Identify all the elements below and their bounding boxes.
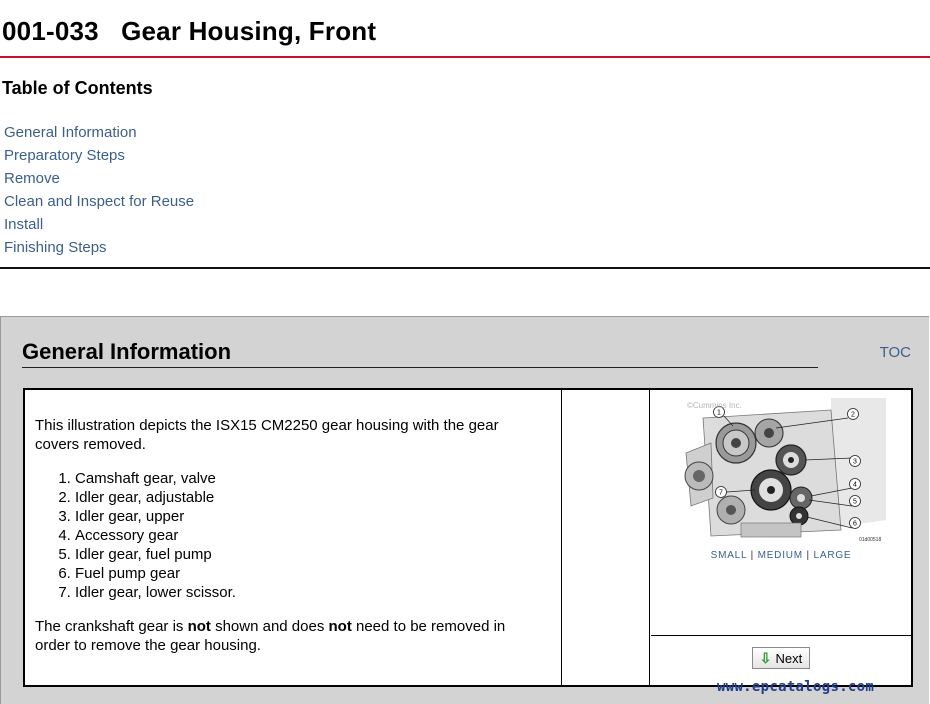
figure-code: 01d00518 bbox=[859, 537, 882, 543]
toc-heading: Table of Contents bbox=[2, 78, 153, 98]
list-item: 5. Idler gear, fuel pump bbox=[75, 545, 535, 564]
toc-item bbox=[4, 190, 194, 213]
toc-item bbox=[4, 236, 194, 259]
description-cell bbox=[35, 416, 535, 655]
callout-label: 7 bbox=[719, 489, 723, 497]
toc-link-clean-inspect[interactable]: Clean and Inspect for Reuse bbox=[4, 193, 195, 210]
next-button[interactable] bbox=[752, 647, 810, 669]
toc-list bbox=[4, 121, 194, 259]
title-divider bbox=[0, 56, 930, 58]
toc-link-preparatory-steps[interactable]: Preparatory Steps bbox=[4, 147, 125, 164]
figure-copyright: ©Cummins Inc. bbox=[687, 401, 742, 410]
section-title: General Information bbox=[22, 339, 232, 364]
gear-housing-illustration[interactable] bbox=[681, 398, 891, 544]
note-part: The crankshaft gear is bbox=[35, 618, 188, 635]
list-item: 2. Idler gear, adjustable bbox=[75, 488, 535, 507]
callout-label: 2 bbox=[851, 411, 855, 419]
content-table bbox=[23, 388, 913, 687]
down-arrow-icon: ⇩ bbox=[759, 650, 772, 666]
page-title: 001-033 Gear Housing, Front bbox=[2, 16, 377, 46]
size-small-link[interactable]: SMALL bbox=[710, 550, 748, 561]
list-item: 4. Accessory gear bbox=[75, 526, 535, 545]
separator: | bbox=[802, 550, 814, 561]
watermark: www.epcatalogs.com bbox=[717, 679, 875, 695]
callout-label: 4 bbox=[853, 481, 857, 489]
gear-list bbox=[35, 469, 535, 602]
toc-link-install[interactable]: Install bbox=[4, 216, 44, 233]
toc-divider bbox=[0, 267, 930, 269]
toc-item bbox=[4, 213, 194, 236]
list-item: 6. Fuel pump gear bbox=[75, 564, 535, 583]
size-large-link[interactable]: LARGE bbox=[813, 550, 852, 561]
toc-link-remove[interactable]: Remove bbox=[4, 170, 60, 187]
list-item: 1. Camshaft gear, valve bbox=[75, 469, 535, 488]
next-button-label: Next bbox=[775, 650, 803, 666]
toc-link-finishing-steps[interactable]: Finishing Steps bbox=[4, 239, 107, 256]
list-item: 7. Idler gear, lower scissor. bbox=[75, 583, 535, 602]
toc-item bbox=[4, 144, 194, 167]
figure-cell-divider bbox=[651, 635, 911, 636]
toc-back-link[interactable]: TOC bbox=[879, 344, 911, 361]
image-size-links bbox=[651, 550, 911, 561]
callout-label: 5 bbox=[853, 498, 857, 506]
separator: | bbox=[747, 550, 758, 561]
note-part: shown and does bbox=[210, 618, 329, 635]
toc-item bbox=[4, 167, 194, 190]
column-divider bbox=[561, 390, 562, 685]
note-emphasis: not bbox=[328, 618, 352, 635]
toc-link-general-information[interactable]: General Information bbox=[4, 124, 137, 141]
list-item: 3. Idler gear, upper bbox=[75, 507, 535, 526]
callout-label: 1 bbox=[717, 409, 721, 417]
note-text bbox=[35, 617, 535, 655]
toc-item bbox=[4, 121, 194, 144]
figure-cell bbox=[651, 390, 911, 685]
note-part: need to be removed in order to remove the gear housing. bbox=[35, 618, 506, 654]
callout-label: 6 bbox=[853, 520, 857, 528]
size-medium-link[interactable]: MEDIUM bbox=[757, 550, 803, 561]
callout-label: 3 bbox=[853, 458, 857, 466]
general-information-section bbox=[0, 316, 929, 704]
note-emphasis: not bbox=[187, 618, 211, 635]
column-divider bbox=[649, 390, 650, 685]
section-title-rule bbox=[22, 367, 818, 368]
intro-text: This illustration depicts the ISX15 CM2250 gear housing with the gear covers removed. bbox=[35, 417, 499, 453]
